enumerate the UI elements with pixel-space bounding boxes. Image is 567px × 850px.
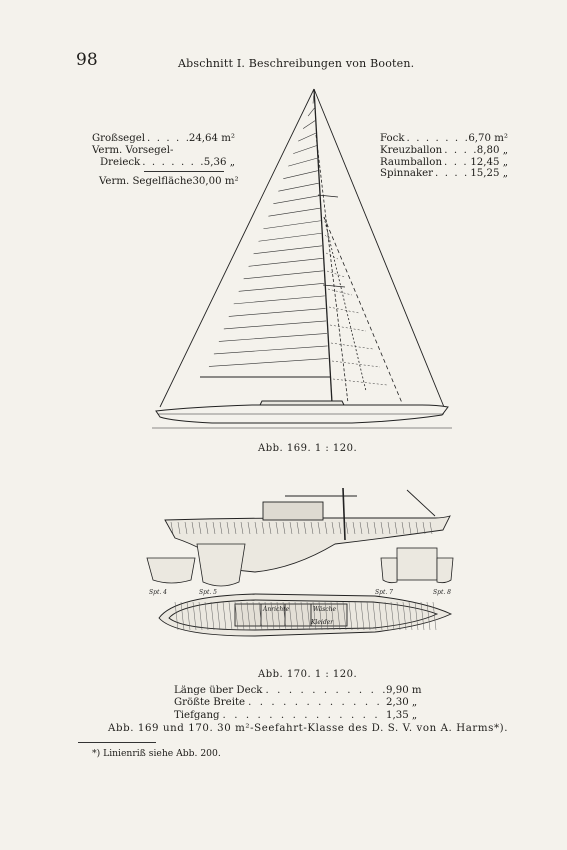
drawing-line bbox=[229, 308, 326, 316]
drawing-line bbox=[239, 283, 324, 291]
figure-170-caption: Abb. 170. 1 : 120. bbox=[258, 669, 358, 680]
sail-plan-drawing bbox=[152, 85, 452, 435]
drawing-line bbox=[273, 196, 319, 204]
drawing-line bbox=[234, 296, 325, 304]
footnote-rule bbox=[78, 742, 156, 743]
footnote: *) Linienriß siehe Abb. 200. bbox=[92, 748, 221, 759]
drawing-line bbox=[329, 307, 359, 313]
drawing-line bbox=[263, 221, 320, 229]
sail-value: 12,45 „ bbox=[470, 156, 508, 168]
drawing-line bbox=[333, 379, 387, 385]
drawing-line bbox=[214, 346, 328, 354]
dimension-row bbox=[174, 697, 434, 709]
drawing-line bbox=[278, 183, 318, 191]
drawing-line bbox=[283, 171, 318, 179]
drawing-line bbox=[332, 361, 380, 367]
drawing-line bbox=[244, 271, 324, 279]
drawing-line bbox=[331, 343, 373, 349]
drawing-line bbox=[249, 258, 323, 266]
leader-dots bbox=[245, 697, 386, 709]
drawing-line bbox=[328, 289, 352, 295]
sail-value: 6,70 m² bbox=[468, 133, 508, 144]
running-head: Abschnitt I. Beschreibungen von Booten. bbox=[178, 57, 415, 70]
drawing-line bbox=[254, 246, 322, 254]
sail-value: 15,25 „ bbox=[470, 168, 508, 180]
section-label: Spt. 8 bbox=[433, 589, 451, 596]
sail-value: 8,80 „ bbox=[476, 144, 508, 156]
main-caption: Abb. 169 und 170. 30 m²-Seefahrt-Klasse des D. S. V. von A. Harms*). bbox=[108, 723, 509, 734]
drawing-line bbox=[330, 325, 366, 331]
sail-label: Fock bbox=[380, 133, 405, 144]
sail-label: Großsegel bbox=[92, 133, 146, 144]
sail-value: 24,64 m² bbox=[188, 133, 235, 144]
drawing-line bbox=[326, 253, 338, 259]
drawing-line bbox=[313, 96, 314, 104]
sail-total-label: Verm. Segelfläche bbox=[99, 176, 193, 188]
sail-label: Raumballon bbox=[380, 156, 443, 168]
page-number: 98 bbox=[76, 50, 98, 70]
deck-label: Kleider bbox=[311, 619, 334, 626]
drawing-line bbox=[298, 133, 316, 141]
construction-drawing bbox=[135, 478, 455, 668]
deck-label: Wäsche bbox=[313, 606, 337, 613]
sail-value: 5,36 „ bbox=[203, 156, 235, 168]
drawing-line bbox=[268, 208, 320, 216]
dimension-row bbox=[174, 685, 434, 697]
dimension-label: Tiefgang bbox=[174, 709, 220, 721]
sail-total-value: 30,00 m² bbox=[192, 176, 239, 188]
drawing-line bbox=[224, 321, 326, 329]
sail-label: Spinnaker bbox=[380, 168, 434, 180]
drawing-line bbox=[308, 108, 314, 116]
dimension-label: Länge über Deck bbox=[174, 685, 263, 696]
leader-dots bbox=[262, 685, 386, 697]
deck-label: Anrichte bbox=[263, 606, 290, 613]
dimension-value: 2,30 „ bbox=[386, 697, 418, 709]
drawing-line bbox=[259, 233, 322, 241]
section-label: Spt. 7 bbox=[375, 589, 393, 596]
drawing-line bbox=[293, 146, 316, 154]
sail-label: Verm. Vorsegel- bbox=[92, 144, 174, 156]
dimensions-table bbox=[174, 685, 434, 722]
drawing-line bbox=[209, 358, 328, 366]
figure-169-caption: Abb. 169. 1 : 120. bbox=[258, 443, 358, 454]
drawing-line bbox=[288, 158, 317, 166]
drawing-line bbox=[303, 121, 315, 129]
dimension-value: 1,35 „ bbox=[386, 709, 418, 721]
drawing-line bbox=[327, 271, 345, 277]
leader-dots bbox=[220, 710, 386, 722]
drawing-line bbox=[219, 333, 327, 341]
section-label: Spt. 4 bbox=[149, 589, 167, 596]
sail-label: Dreieck bbox=[100, 156, 141, 168]
dimension-row bbox=[174, 710, 434, 722]
dimension-label: Größte Breite bbox=[174, 697, 246, 709]
section-label: Spt. 5 bbox=[199, 589, 217, 596]
sail-label: Kreuzballon bbox=[380, 144, 443, 156]
dimension-value: 9,90 m bbox=[386, 685, 422, 696]
